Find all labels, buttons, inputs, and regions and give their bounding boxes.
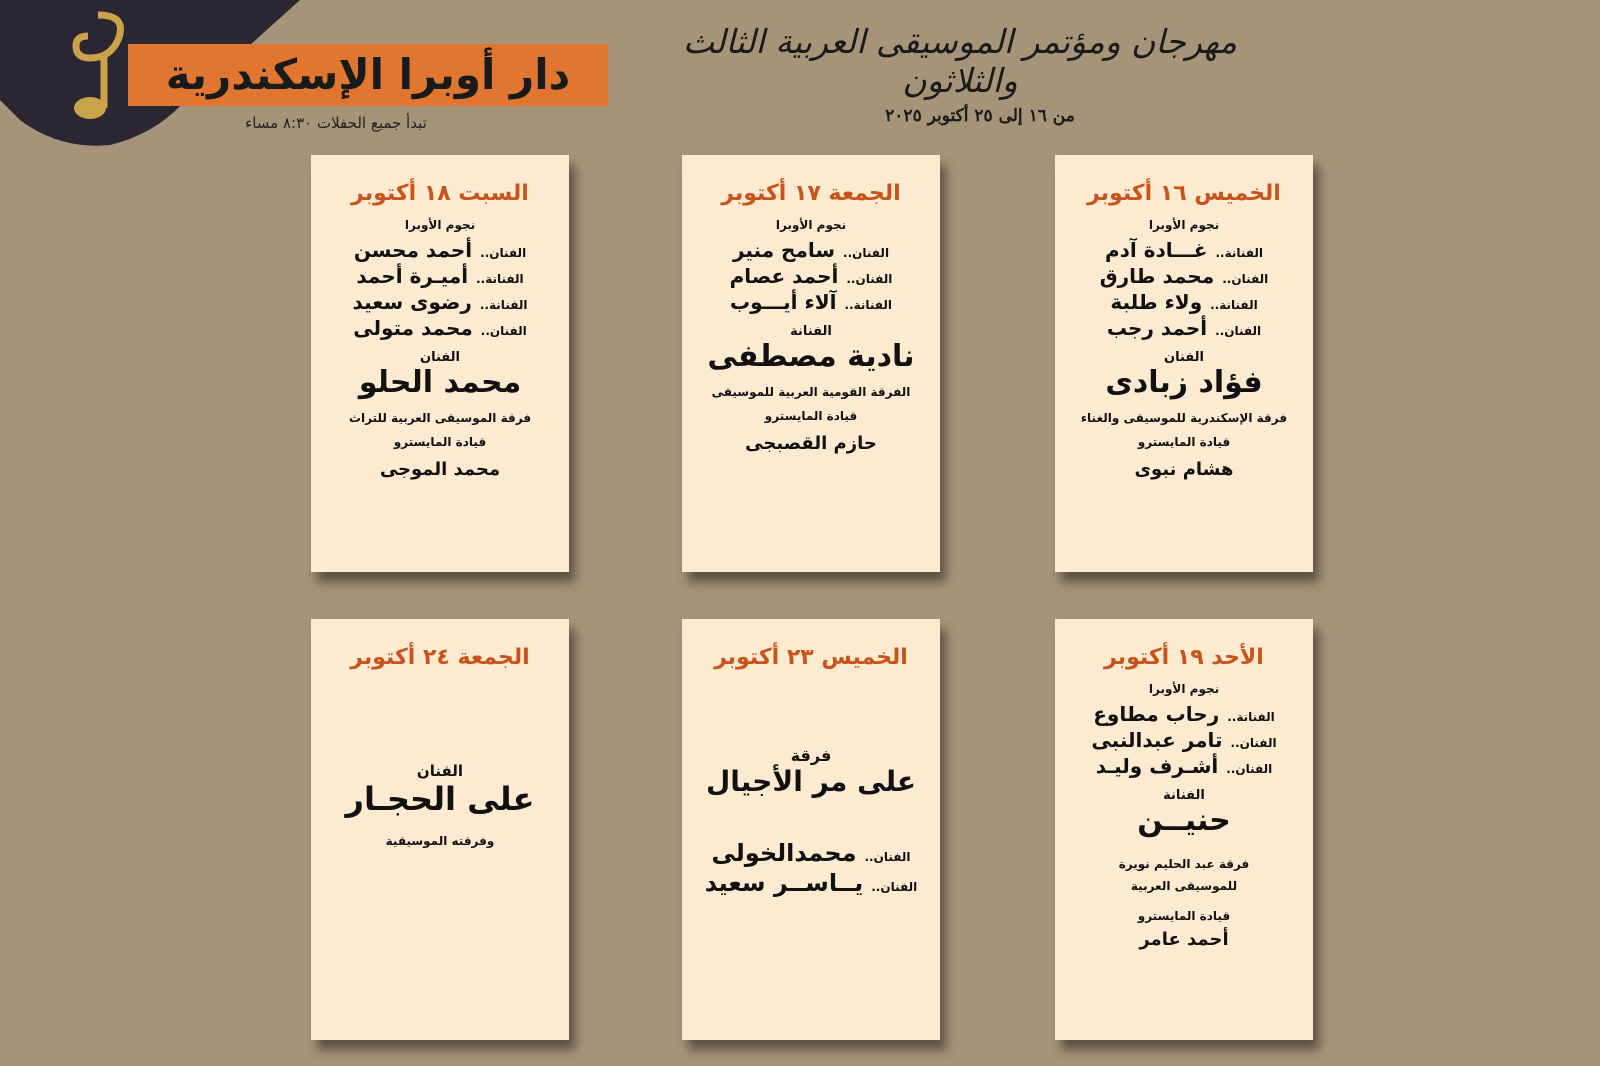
- performer-name: آلاء أيـــوب: [730, 290, 837, 314]
- concert-date: الأحد ١٩ أكتوبر: [1104, 645, 1264, 670]
- performer-role: الفنانة..: [1215, 246, 1264, 260]
- performer-role: الفنان..: [871, 879, 918, 894]
- opera-stars-label: نجوم الأوبرا: [1148, 218, 1220, 232]
- performer-role: الفنان..: [843, 246, 890, 260]
- performer-name: سامح منير: [732, 238, 836, 262]
- performer-row: [1055, 238, 1313, 262]
- performer-role: الفنان..: [480, 324, 527, 338]
- performer-role: الفنان..: [864, 849, 911, 864]
- performer-name: محمد متولى: [353, 316, 473, 340]
- conductor-name: محمد الموجى: [379, 459, 501, 480]
- featured-name: محمد الحلو: [358, 365, 522, 400]
- featured-role: الفنانة: [1163, 788, 1205, 803]
- conductor-label: قيادة المايسترو: [764, 409, 858, 423]
- ensemble-name: وفرقته الموسيقية: [385, 834, 495, 849]
- performer-name: أحمد عصام: [729, 264, 839, 288]
- featured-role: الفنان: [1164, 350, 1204, 365]
- festival-title: مهرجان ومؤتمر الموسيقى العربية الثالث والثلاثون: [683, 22, 1237, 100]
- conductor-name: هشام نبوى: [1134, 459, 1234, 480]
- concert-date: الخميس ٢٣ أكتوبر: [714, 645, 908, 670]
- conductor-name: حازم القصبجى: [745, 433, 877, 454]
- performer-row: [1055, 728, 1313, 752]
- conductor-label: قيادة المايسترو: [1137, 435, 1231, 449]
- ensemble-name: فرقة عبد الحليم نويرة: [1118, 857, 1250, 871]
- performer-name: رضوى سعيد: [352, 290, 472, 314]
- concert-card-oct18: [311, 155, 569, 572]
- conductor-label: قيادة المايسترو: [393, 435, 487, 449]
- concert-date: السبت ١٨ أكتوبر: [351, 181, 529, 206]
- ensemble-name: فرقة الإسكندرية للموسيقى والغناء: [1080, 411, 1288, 425]
- performer-row: [311, 316, 569, 340]
- featured-name: حنيــن: [1137, 803, 1231, 838]
- performer-name: يــاســر سعيد: [704, 868, 864, 897]
- performer-role: الفنانة..: [479, 298, 528, 312]
- performer-role: الفنانة..: [1210, 298, 1258, 312]
- performer-row: [682, 290, 940, 314]
- performer-role: الفنان..: [1215, 324, 1262, 338]
- performer-name: ولاء طلبة: [1110, 290, 1203, 314]
- performer-row: [682, 869, 940, 897]
- performer-role: الفنانة..: [1227, 710, 1275, 724]
- opera-stars-label: نجوم الأوبرا: [775, 218, 847, 232]
- ensemble-name: الفرقة القومية العربية للموسيقى: [711, 385, 911, 399]
- performer-role: الفنان..: [1226, 762, 1273, 776]
- featured-name: على الحجـار: [345, 780, 535, 818]
- ensemble-name-line2: للموسيقى العربية: [1130, 879, 1238, 893]
- performer-row: [682, 839, 940, 867]
- conductor-label: قيادة المايسترو: [1137, 909, 1231, 923]
- festival-dates: من ١٦ إلى ٢٥ أكتوبر ٢٠٢٥: [885, 106, 1075, 126]
- conductor-name: أحمد عامر: [1139, 929, 1229, 950]
- opera-house-banner: [128, 44, 608, 106]
- performer-role: الفنان..: [1222, 272, 1269, 286]
- concert-card-oct16: [1055, 155, 1313, 572]
- performer-name: رحاب مطاوع: [1093, 702, 1220, 726]
- performer-row: [1055, 316, 1313, 340]
- performer-name: محمد طارق: [1099, 264, 1215, 288]
- performer-row: [311, 238, 569, 262]
- performer-name: أميـرة أحمد: [356, 264, 469, 288]
- performer-role: الفنان..: [480, 246, 527, 260]
- performer-row: [1055, 264, 1313, 288]
- concert-card-oct17: [682, 155, 940, 572]
- opera-logo-icon: [58, 10, 138, 125]
- start-time-note: تبدأ جميع الحفلات ٨:٣٠ مساء: [245, 114, 427, 132]
- concert-card-oct19: [1055, 619, 1313, 1040]
- concert-date: الجمعة ١٧ أكتوبر: [721, 181, 901, 206]
- performer-row: [1055, 290, 1313, 314]
- band-name: على مر الأجيال: [706, 765, 916, 798]
- featured-role: الفنانة: [790, 324, 832, 339]
- performer-role: الفنانة..: [476, 272, 524, 286]
- featured-role: الفنان: [416, 762, 464, 780]
- ensemble-name: فرقة الموسيقى العربية للتراث: [348, 411, 532, 425]
- performer-role: الفنان..: [846, 272, 893, 286]
- performer-name: أحمد محسن: [353, 238, 473, 262]
- opera-stars-label: نجوم الأوبرا: [1148, 682, 1220, 696]
- performer-row: [682, 238, 940, 262]
- performer-row: [1055, 754, 1313, 778]
- performer-row: [311, 290, 569, 314]
- band-label: فرقة: [790, 746, 832, 765]
- performer-name: غـــادة آدم: [1104, 238, 1208, 262]
- performer-name: محمدالخولى: [711, 838, 857, 867]
- featured-role: الفنان: [420, 350, 460, 365]
- featured-name: نادية مصطفى: [707, 339, 915, 374]
- banner-title: دار أوبرا الإسكندرية: [165, 50, 571, 99]
- featured-name: فؤاد زبادى: [1105, 365, 1263, 400]
- performer-row: [1055, 702, 1313, 726]
- concert-card-oct23: [682, 619, 940, 1040]
- concert-card-oct24: [311, 619, 569, 1040]
- performer-role: الفنان..: [1230, 736, 1277, 750]
- performer-name: تامر عبدالنبى: [1091, 728, 1223, 752]
- performer-name: أحمد رجب: [1106, 316, 1208, 340]
- concert-date: الخميس ١٦ أكتوبر: [1087, 181, 1281, 206]
- concert-date: الجمعة ٢٤ أكتوبر: [350, 645, 530, 670]
- performer-row: [311, 264, 569, 288]
- opera-stars-label: نجوم الأوبرا: [404, 218, 476, 232]
- performer-name: أشـرف وليـد: [1095, 754, 1219, 778]
- performer-row: [682, 264, 940, 288]
- performer-role: الفنانة..: [844, 298, 893, 312]
